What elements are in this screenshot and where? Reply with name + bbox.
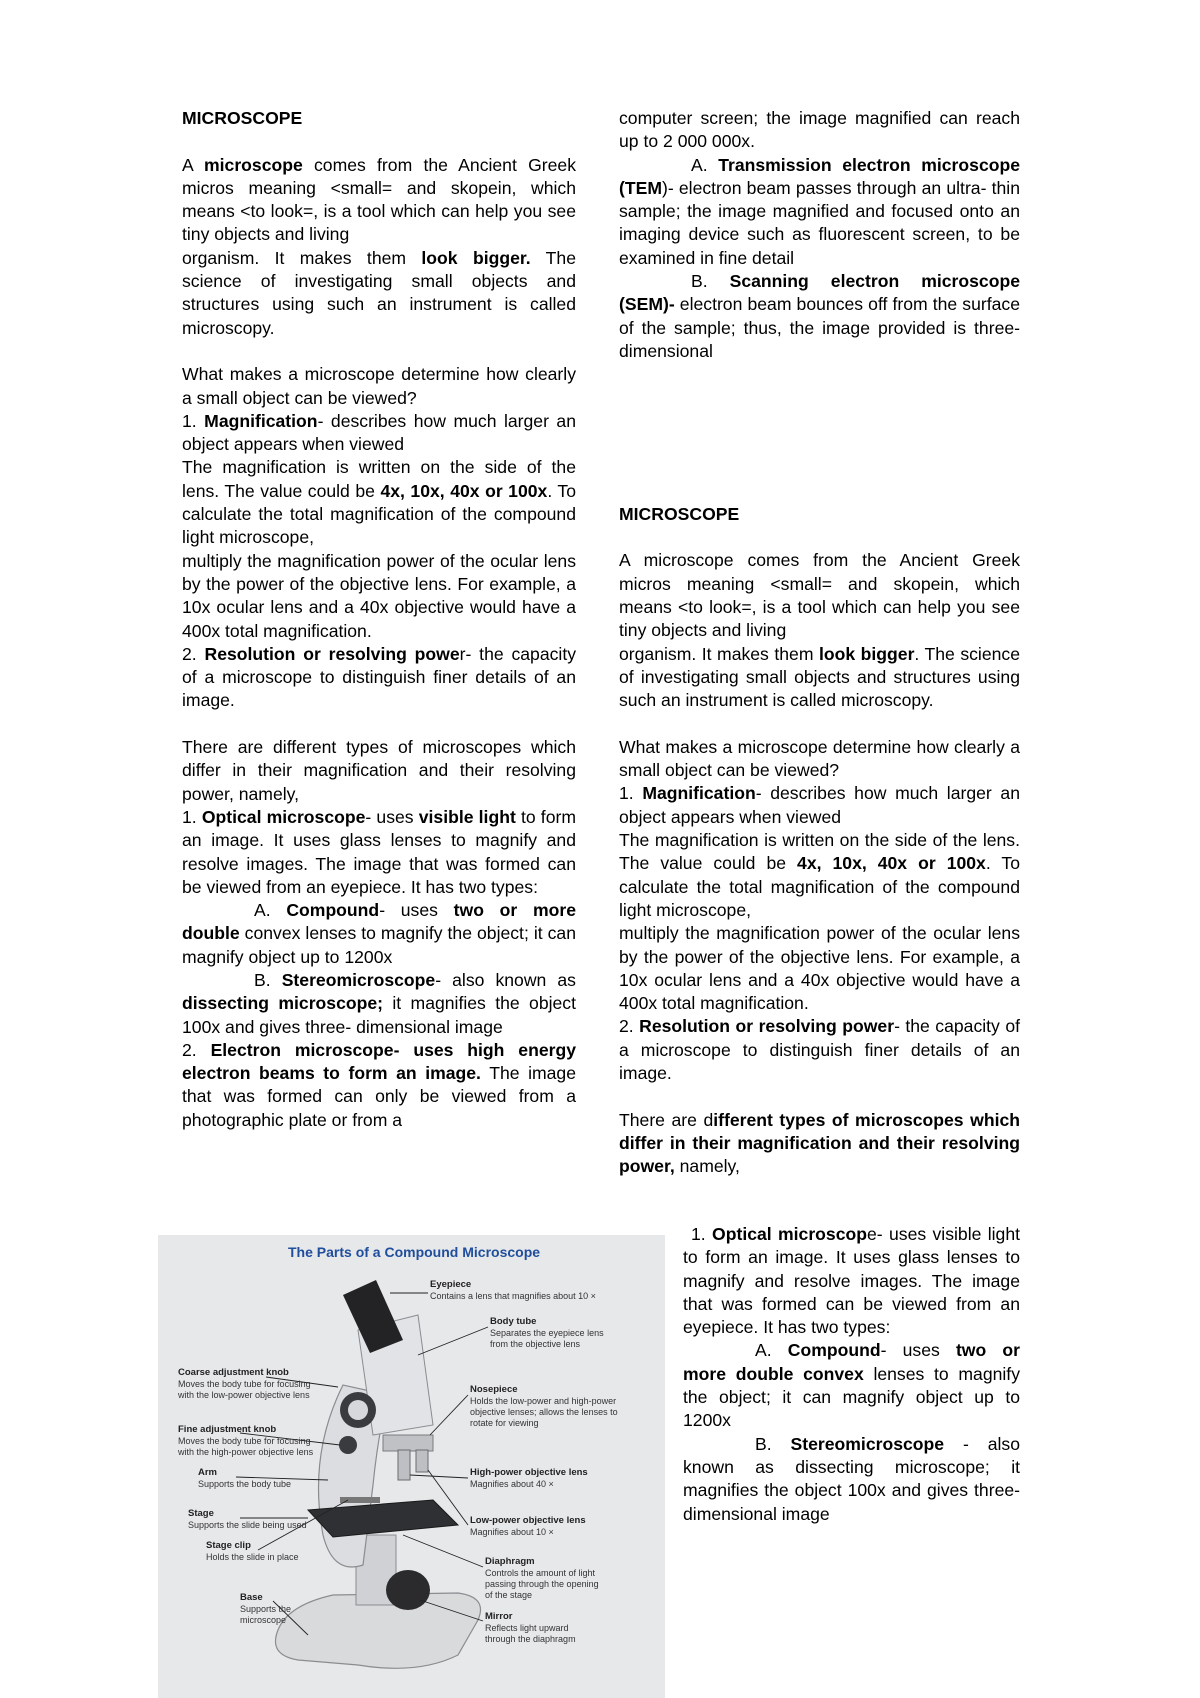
right-types-intro — [619, 1109, 1020, 1179]
diagram-label-desc: passing through the opening — [485, 1579, 599, 1589]
right-resolution — [619, 1015, 1020, 1085]
text-run: ifferent types of microscopes which differ in their magnification and their resolving power, — [619, 1109, 1020, 1177]
text-run: 1. — [691, 1224, 713, 1244]
text-run: Resolution or resolving power — [639, 1016, 895, 1037]
microscope-objective-high — [398, 1450, 410, 1480]
diagram-label-desc: Supports the body tube — [198, 1479, 292, 1489]
text-run: 4x, 10x, 40x or 100x — [797, 853, 986, 874]
text-run: A. — [254, 900, 287, 921]
right-optical — [683, 1223, 1020, 1339]
text-run: )- electron beam passes through an ultra- thin sample; the image magnified and focused onto an imaging device such as fluorescent screen, to be examined in fine detail — [619, 177, 1020, 268]
diagram-label-desc: Reflects light upward — [485, 1623, 569, 1633]
microscope-diagram — [158, 1235, 665, 1698]
diagram-label-desc: from the objective lens — [490, 1339, 581, 1349]
text-run: 2. — [182, 643, 205, 664]
text-run: Compound — [286, 900, 380, 921]
text-run: Compound — [787, 1340, 881, 1361]
right-column — [619, 107, 1020, 1178]
right-stereo — [683, 1433, 1020, 1526]
diagram-label-desc: of the stage — [485, 1590, 533, 1600]
text-run: 1. — [619, 783, 643, 804]
text-run: Stereomicroscope — [281, 969, 436, 990]
right-heading: MICROSCOPE — [619, 503, 740, 524]
diagram-label-desc: microscope — [240, 1615, 287, 1625]
left-magnification-values — [182, 456, 576, 549]
left-definition — [182, 154, 576, 247]
text-run: The science of investigating small objects and structures using such an instrument is called microscopy. — [182, 247, 577, 338]
text-run: 2. — [182, 1039, 211, 1060]
diagram-label-name: Stage — [188, 1508, 214, 1519]
diagram-label-name: High-power objective lens — [470, 1467, 588, 1478]
diagram-label-name: Arm — [198, 1467, 218, 1478]
text-run: Transmission electron microscope (TEM — [619, 154, 1021, 198]
diagram-label-desc: Supports the — [240, 1604, 292, 1614]
left-magnification — [182, 410, 576, 457]
text-run: Optical microscop — [712, 1224, 867, 1244]
text-run: e- uses visible light to form an image. It uses glass lenses to magnify and resolve images. The image that was formed can be viewed from an eyepiece. It has two types: — [683, 1224, 1021, 1338]
text-run: 2. — [619, 1016, 640, 1037]
diagram-label-name: Eyepiece — [430, 1279, 472, 1290]
text-run: Stereomicroscope — [790, 1433, 945, 1454]
left-question: What makes a microscope determine how clearly a small object can be viewed? — [182, 364, 576, 408]
diagram-label-name: Fine adjustment knob — [178, 1424, 277, 1435]
microscope-eyepiece — [343, 1280, 403, 1353]
text-run: - describes how much larger an object appears when viewed — [619, 783, 1020, 827]
text-run: comes from the Ancient Greek micros meaning <small= and skopein, which means <to look=, is a tool which can help you see tiny objects and living — [182, 154, 576, 245]
microscope-coarse-knob-inner — [348, 1400, 368, 1420]
diagram-label-desc: Moves the body tube for focusing — [178, 1379, 311, 1389]
diagram-label-name: Low-power objective lens — [470, 1515, 586, 1526]
left-heading: MICROSCOPE — [182, 108, 303, 128]
text-run: 4x, 10x, 40x or 100x — [380, 480, 548, 501]
text-run: organism. It makes them — [182, 247, 422, 268]
diagram-label-desc: Holds the low-power and high-power — [470, 1396, 617, 1406]
text-run: A. — [755, 1340, 788, 1361]
text-run: r- the capacity of a microscope to distinguish finer details of an image. — [182, 643, 576, 711]
text-run: it magnifies the object 100x and gives three- dimensional image — [182, 993, 576, 1037]
microscope-diagram-svg — [158, 1235, 665, 1698]
leader-high-power — [410, 1475, 468, 1478]
left-magnification-calc: multiply the magnification power of the ocular lens by the power of the objective lens. For example, a 10x ocular lens and a 40x objective would have a 400x total magnification. — [182, 550, 576, 641]
left-stereo — [182, 969, 576, 1039]
text-run: look bigger. — [421, 247, 531, 268]
diagram-label-name: Coarse adjustment knob — [178, 1367, 289, 1378]
text-run: - uses — [365, 806, 419, 827]
right-continuation: computer screen; the image magnified can reach up to 2 000 000x. — [619, 108, 1020, 152]
text-run: Optical microscope — [201, 806, 366, 827]
text-run: . The science of investigating small objects and structures using such an instrument is called microscopy. — [619, 643, 1020, 711]
text-run: - describes how much larger an object appears when viewed — [182, 410, 577, 455]
text-run: microscope — [204, 154, 303, 175]
text-run: organism. It makes them — [619, 643, 819, 664]
diagram-label-name: Body tube — [490, 1316, 537, 1327]
microscope-stage-clip — [340, 1497, 380, 1503]
text-run: two or more double convex — [683, 1340, 1020, 1384]
text-run: The magnification is written on the side of the lens. The value could be — [619, 830, 1020, 874]
left-resolution — [182, 643, 576, 713]
diagram-label-desc: rotate for viewing — [470, 1418, 539, 1428]
text-run: - also known as — [435, 969, 576, 990]
text-run: to form an image. It uses glass lenses to magnify and resolve images. The image that was formed can be viewed from an eyepiece. It has two types: — [182, 806, 576, 897]
leader-body-tube — [418, 1327, 488, 1355]
right-magnification-values — [619, 829, 1020, 922]
text-run: dissecting microscope; — [182, 993, 384, 1014]
right-column-lower — [683, 1223, 1020, 1526]
text-run: visible light — [418, 806, 516, 827]
text-run: Magnification — [204, 410, 318, 431]
diagram-label-desc: objective lenses; allows the lenses to — [470, 1407, 618, 1417]
text-run: The image that was formed can only be viewed from a photographic plate or from a — [182, 1063, 576, 1130]
text-run: A — [182, 154, 204, 175]
text-run: . To calculate the total magnification of the compound light microscope, — [619, 853, 1020, 920]
text-run: B. — [691, 271, 730, 292]
diagram-label-desc: Separates the eyepiece lens — [490, 1328, 604, 1338]
text-run: B. — [755, 1433, 791, 1454]
left-types-intro: There are different types of microscopes which differ in their magnification and their resolving power, namely, — [182, 737, 576, 804]
text-run: - uses — [379, 900, 454, 921]
text-run: A. — [691, 154, 719, 175]
diagram-label-desc: through the diaphragm — [485, 1634, 576, 1644]
text-run: The magnification is written on the side of the lens. The value could be — [182, 457, 576, 501]
text-run: There are d — [619, 1109, 714, 1130]
left-definition-cont — [182, 247, 576, 340]
right-compound — [683, 1339, 1020, 1432]
right-magnification-calc: multiply the magnification power of the ocular lens by the power of the objective lens. For example, a 10x ocular lens and a 40x objective would have a 400x total magnification. — [619, 923, 1020, 1014]
text-run: . To calculate the total magnification of the compound light microscope, — [182, 480, 576, 548]
diagram-label-desc: Magnifies about 10 × — [470, 1527, 554, 1537]
diagram-label-name: Nosepiece — [470, 1384, 518, 1395]
diagram-label-name: Diaphragm — [485, 1556, 535, 1567]
text-run: - also known as dissecting microscope; it magnifies the object 100x and gives three- dimensional image — [683, 1433, 1020, 1524]
text-run: namely, — [674, 1156, 740, 1177]
microscope-nosepiece — [383, 1435, 433, 1451]
text-run: - the capacity of a microscope to distinguish finer details of an image. — [619, 1016, 1020, 1083]
right-sem — [619, 270, 1020, 363]
microscope-fine-knob — [339, 1436, 357, 1454]
leader-diaphragm — [403, 1535, 483, 1567]
text-run: 1. — [182, 410, 205, 431]
microscope-objective-low — [416, 1450, 428, 1472]
left-column — [182, 107, 576, 1132]
diagram-label-name: Base — [240, 1592, 263, 1603]
left-compound — [182, 899, 576, 969]
right-question: What makes a microscope determine how clearly a small object can be viewed? — [619, 736, 1020, 781]
diagram-label-desc: Magnifies about 40 × — [470, 1479, 554, 1489]
leader-nosepiece — [430, 1395, 468, 1435]
right-definition: A microscope comes from the Ancient Greek micros meaning <small= and skopein, which means <to look=, is a tool which can help you see tiny objects and living — [619, 550, 1020, 641]
text-run: B. — [254, 969, 282, 990]
text-run: look bigger — [818, 643, 915, 664]
diagram-label-desc: with the low-power objective lens — [178, 1390, 310, 1400]
diagram-label-desc: Supports the slide being used — [188, 1520, 307, 1530]
diagram-label-name: Mirror — [485, 1611, 513, 1622]
diagram-label-desc: Contains a lens that magnifies about 10 × — [430, 1291, 596, 1301]
right-tem — [619, 154, 1020, 270]
text-run: two or more double — [182, 900, 576, 944]
left-electron — [182, 1039, 576, 1132]
text-run: Electron microscope- uses high energy electron beams to form an image. — [182, 1039, 577, 1084]
diagram-title: The Parts of a Compound Microscope — [288, 1244, 541, 1260]
microscope-mirror — [386, 1570, 430, 1610]
text-run: Magnification — [642, 783, 756, 804]
text-run: - uses — [880, 1340, 956, 1361]
diagram-label-desc: with the high-power objective lens — [178, 1447, 314, 1457]
diagram-label-name: Stage clip — [206, 1540, 251, 1551]
text-run: 1. — [182, 806, 202, 827]
diagram-label-desc: Moves the body tube for focusing — [178, 1436, 311, 1446]
diagram-label-desc: Holds the slide in place — [206, 1552, 299, 1562]
right-magnification — [619, 782, 1020, 829]
diagram-label-desc: Controls the amount of light — [485, 1568, 596, 1578]
text-run: lenses to magnify the object; it can magnify object up to 1200x — [683, 1363, 1020, 1431]
right-definition-cont — [619, 643, 1020, 713]
text-run: Scanning electron microscope (SEM)- — [619, 271, 1020, 315]
text-run: electron beam bounces off from the surface of the sample; thus, the image provided is three- dimensional — [619, 294, 1020, 361]
text-run: Resolution or resolving powe — [204, 643, 460, 664]
left-optical — [182, 806, 576, 899]
text-run: convex lenses to magnify the object; it can magnify object up to 1200x — [182, 923, 576, 967]
